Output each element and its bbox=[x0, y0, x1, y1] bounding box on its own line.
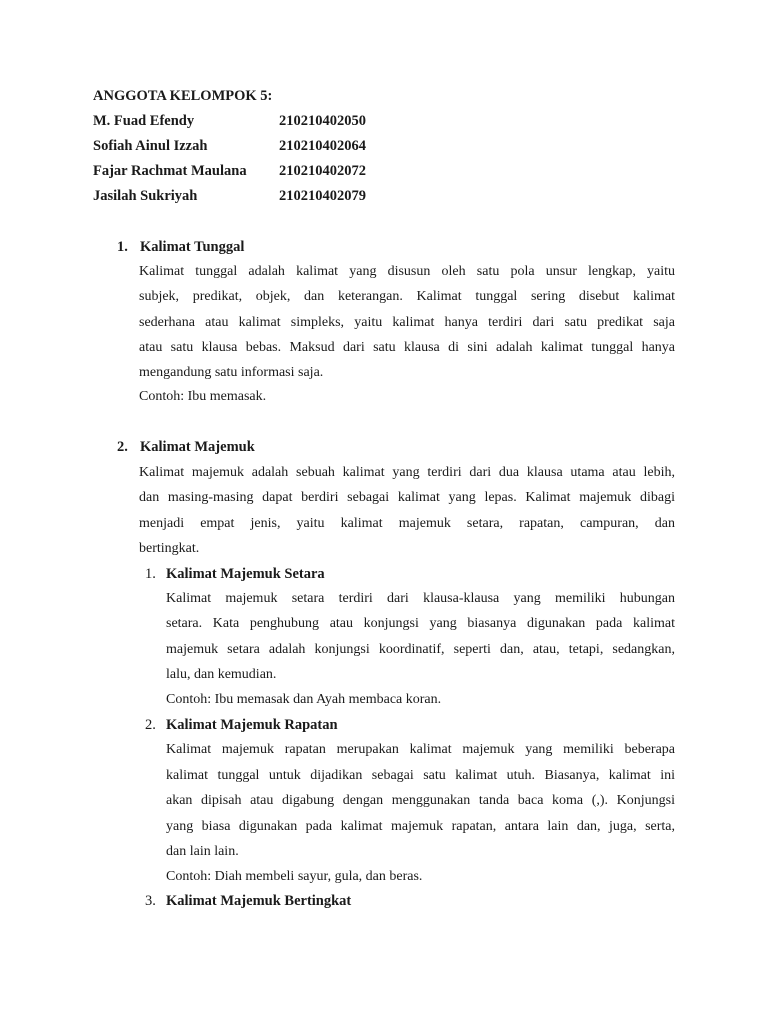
section-title: Kalimat Tunggal bbox=[140, 239, 245, 255]
section-title: Kalimat Majemuk bbox=[140, 439, 255, 455]
example-text: Contoh: Diah membeli sayur, gula, dan beras. bbox=[166, 869, 423, 884]
subsection-number: 1. bbox=[145, 566, 156, 582]
paragraph-line: lalu, dan kemudian. bbox=[166, 667, 277, 682]
member-name: Fajar Rachmat Maulana bbox=[93, 163, 247, 179]
member-name: M. Fuad Efendy bbox=[93, 113, 195, 129]
paragraph-line: Kalimat majemuk adalah sebuah kalimat yang terdiri dari dua klausa utama atau lebih, bbox=[139, 465, 675, 480]
section-number: 2. bbox=[117, 439, 128, 455]
paragraph-line: setara. Kata penghubung atau konjungsi yang biasanya digunakan pada kalimat bbox=[166, 616, 675, 631]
paragraph-line: Kalimat tunggal adalah kalimat yang disusun oleh satu pola unsur lengkap, yaitu bbox=[139, 264, 675, 279]
member-nim: 210210402072 bbox=[279, 163, 366, 179]
section-number: 1. bbox=[117, 239, 128, 255]
paragraph-line: atau satu klausa bebas. Maksud dari satu klausa di sini adalah kalimat tunggal hanya bbox=[139, 340, 675, 355]
paragraph-line: sederhana atau kalimat simpleks, yaitu kalimat hanya terdiri dari satu predikat saja bbox=[139, 315, 675, 330]
subsection-number: 3. bbox=[145, 893, 156, 909]
subsection-title: Kalimat Majemuk Bertingkat bbox=[166, 893, 352, 909]
paragraph-line: Kalimat majemuk setara terdiri dari klausa-klausa yang memiliki hubungan bbox=[166, 591, 675, 606]
paragraph-line: dan masing-masing dapat berdiri sebagai kalimat yang lepas. Kalimat majemuk dibagi bbox=[139, 490, 675, 505]
paragraph-line: majemuk setara adalah konjungsi koordinatif, seperti dan, atau, tetapi, sedangkan, bbox=[166, 642, 675, 657]
paragraph-line: mengandung satu informasi saja. bbox=[139, 365, 324, 380]
group-title: ANGGOTA KELOMPOK 5: bbox=[93, 88, 273, 104]
paragraph-line: kalimat tunggal untuk dijadikan sebagai satu kalimat utuh. Biasanya, kalimat ini bbox=[166, 768, 675, 783]
subsection-title: Kalimat Majemuk Setara bbox=[166, 566, 325, 582]
paragraph-line: subjek, predikat, objek, dan keterangan. Kalimat tunggal sering disebut kalimat bbox=[139, 289, 675, 304]
member-nim: 210210402079 bbox=[279, 188, 366, 204]
member-nim: 210210402050 bbox=[279, 113, 366, 129]
paragraph-line: bertingkat. bbox=[139, 541, 200, 556]
paragraph-line: yang biasa digunakan pada kalimat majemuk rapatan, antara lain dan, juga, serta, bbox=[166, 819, 675, 834]
member-name: Jasilah Sukriyah bbox=[93, 188, 198, 204]
subsection-title: Kalimat Majemuk Rapatan bbox=[166, 717, 338, 733]
subsection-number: 2. bbox=[145, 717, 156, 733]
member-name: Sofiah Ainul Izzah bbox=[93, 138, 208, 154]
paragraph-line: dan lain lain. bbox=[166, 844, 239, 859]
example-text: Contoh: Ibu memasak dan Ayah membaca koran. bbox=[166, 692, 442, 707]
paragraph-line: Kalimat majemuk rapatan merupakan kalimat majemuk yang memiliki beberapa bbox=[166, 742, 675, 757]
member-row bbox=[93, 187, 366, 205]
paragraph-line: menjadi empat jenis, yaitu kalimat majemuk setara, rapatan, campuran, dan bbox=[139, 516, 675, 531]
member-row bbox=[93, 112, 366, 130]
member-row bbox=[93, 137, 366, 155]
member-row bbox=[93, 162, 366, 180]
paragraph-line: akan dipisah atau digabung dengan menggunakan tanda baca koma (,). Konjungsi bbox=[166, 793, 675, 808]
member-nim: 210210402064 bbox=[279, 138, 366, 154]
example-text: Contoh: Ibu memasak. bbox=[139, 389, 267, 404]
